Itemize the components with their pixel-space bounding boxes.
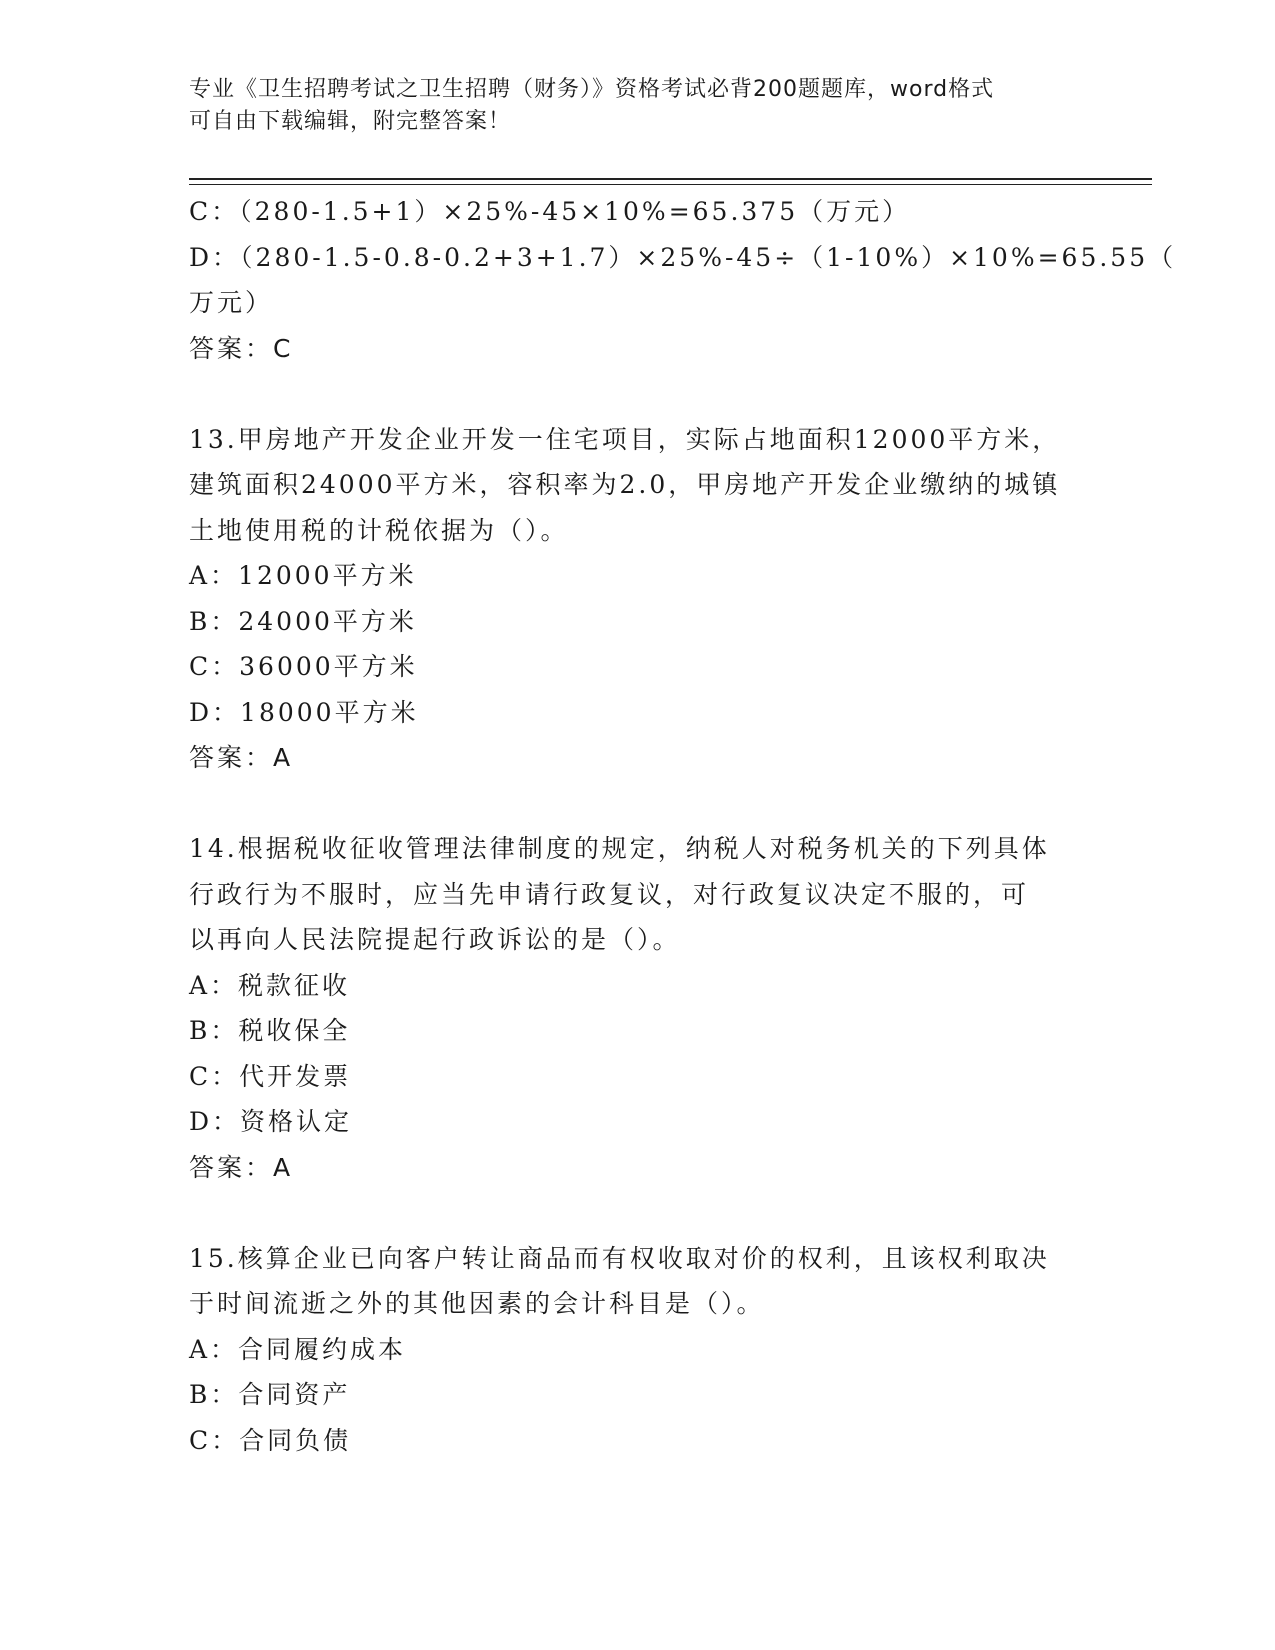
answer: 答案：A [189,1152,294,1182]
document-body [189,189,1177,1463]
question-stem-line-2: 于时间流逝之外的其他因素的会计科目是（）。 [189,1289,765,1318]
option-a: A：税款征收 [189,970,351,1000]
option-b: B：合同资产 [189,1380,351,1409]
option-b: B：24000平方米 [189,606,417,636]
answer: 答案：C [189,333,294,363]
header-rule-thin [189,184,1152,185]
question-stem-line-2: 建筑面积24000平方米，容积率为2.0，甲房地产开发企业缴纳的城镇 [189,470,1061,499]
question-stem-line-2: 行政行为不服时，应当先申请行政复议，对行政复议决定不服的，可 [189,879,1030,909]
option-b: B：税收保全 [189,1016,351,1045]
option-a: A：12000平方米 [189,561,417,590]
header-line-1: 专业《卫生招聘考试之卫生招聘（财务）》资格考试必背200题题库，word格式 [189,77,995,102]
header-line-2: 可自由下载编辑，附完整答案！ [189,109,512,134]
option-a: A：合同履约成本 [189,1334,407,1364]
question-stem-line-1: 13.甲房地产开发企业开发一住宅项目，实际占地面积12000平方米， [189,424,1061,454]
option-c: C：代开发票 [189,1061,352,1091]
question-stem-line-3: 土地使用税的计税依据为（）。 [189,515,569,545]
option-d-line-2: 万元） [189,288,274,317]
option-c: C：36000平方米 [189,652,418,681]
question-14 [189,826,1079,1190]
option-d: D：18000平方米 [189,697,419,727]
previous-question-tail [189,189,1177,371]
spacer [189,1190,1079,1236]
header-rule-thick [189,178,1152,180]
option-c: C：合同负债 [189,1425,352,1455]
spacer [189,781,1079,827]
question-stem-line-3: 以再向人民法院提起行政诉讼的是（）。 [189,925,681,954]
question-15 [189,1236,1079,1464]
option-d-line-1: D：（280-1.5-0.8-0.2+3+1.7）×25%-45÷（1-10%）×10%=65.55（ [189,242,1177,272]
question-stem-line-1: 14.根据税收征收管理法律制度的规定，纳税人对税务机关的下列具体 [189,834,1050,863]
option-d: D：资格认定 [189,1107,353,1136]
question-stem-line-1: 15.核算企业已向客户转让商品而有权收取对价的权利，且该权利取决 [189,1243,1050,1273]
spacer [189,371,1079,417]
question-13 [189,417,1079,781]
answer: 答案：A [189,743,294,772]
document-header [189,74,1069,138]
option-c: C：（280-1.5+1）×25%-45×10%=65.375（万元） [189,197,911,226]
